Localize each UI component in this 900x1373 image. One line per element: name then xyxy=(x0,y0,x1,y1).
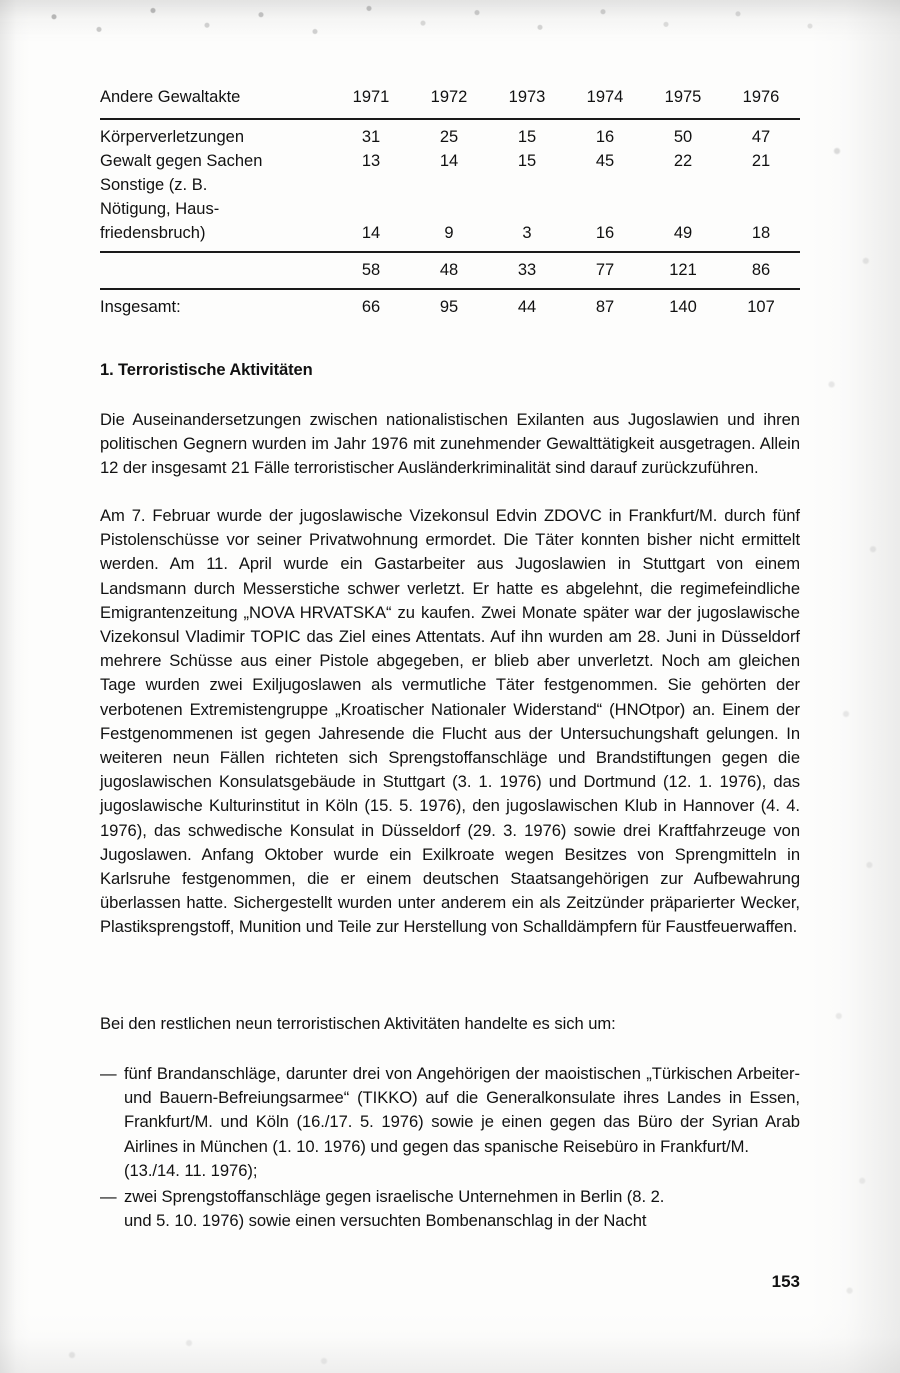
table-subtotal-row xyxy=(100,258,800,282)
row-value: 31 xyxy=(361,128,381,146)
table-rule-row xyxy=(100,245,800,258)
total-label: Insgesamt: xyxy=(100,298,181,316)
table-rule-above-subtotal xyxy=(100,251,800,253)
table-rule-row xyxy=(100,112,800,125)
total-value: 66 xyxy=(361,298,381,316)
subtotal-value: 33 xyxy=(517,261,537,279)
row-label-sonstige-line2: Nötigung, Haus- xyxy=(100,200,220,218)
table-header-row xyxy=(100,85,800,112)
activities-list xyxy=(100,1062,800,1235)
subtotal-value: 121 xyxy=(669,261,697,279)
row-label-koerperverletzungen: Körperverletzungen xyxy=(100,128,245,146)
violence-statistics-table xyxy=(100,85,800,319)
row-value: 13 xyxy=(361,152,381,170)
scan-artifact-right-edge xyxy=(810,0,900,1373)
table-row xyxy=(100,125,800,149)
table-row xyxy=(100,149,800,173)
row-value: 16 xyxy=(595,224,615,242)
em-dash-bullet: — xyxy=(100,1064,117,1083)
table-row xyxy=(100,197,800,221)
subtotal-value: 77 xyxy=(595,261,615,279)
row-value-empty xyxy=(644,197,722,221)
list-item xyxy=(100,1185,800,1233)
subtotal-value: 58 xyxy=(361,261,381,279)
table-row xyxy=(100,221,800,245)
table-header-year-1976: 1976 xyxy=(742,88,780,106)
row-value-empty xyxy=(410,197,488,221)
list-item-text-tail: und 5. 10. 1976) sowie einen versuchten Bombenanschlag in der Nacht xyxy=(124,1211,647,1231)
table-header-year-1974: 1974 xyxy=(586,88,624,106)
table-rule-above-total xyxy=(100,288,800,290)
table-header-year-1971: 1971 xyxy=(352,88,390,106)
row-value: 14 xyxy=(361,224,381,242)
paragraph-remaining-activities-lead-in: Bei den restlichen neun terroristischen Aktivitäten handelte es sich um: xyxy=(100,1014,616,1033)
list-item xyxy=(100,1062,800,1183)
subtotal-value: 86 xyxy=(751,261,771,279)
paragraph-incidents: Am 7. Februar wurde der jugoslawische Vizekonsul Edvin ZDOVC in Frankfurt/M. durch fünf Pistolenschüsse vor seiner Privatwohnung ermordet. Die Täter konnten bisher nicht ermittelt werden. Am 11. April wurde ein Gastarbeiter aus Jugoslawien in Stuttgart von einem Landsmann durch Messerstiche schwer verletzt. Er hatte es abgelehnt, die regimefeindliche Emigrantenzeitung „NOVA HRVATSKA“ zu kaufen. Zwei Monate später war der jugoslawische Vizekonsul Vladimir TOPIC das Ziel eines Attentats. Auf ihn wurden am 28. Juni in Düsseldorf mehrere Schüsse aus einer Pistole abgegeben, er blieb aber unverletzt. Noch am gleichen Tage wurden zwei Exiljugoslawen als vermutliche Täter festgenommen. Sie gehörten der verbotenen Extremistengruppe „Kroatischer Nationaler Widerstand“ (HNOtpor) an. Einem der Festgenommenen ist gegen Jahresende die Flucht aus der Untersuchungshaft gelungen. In weiteren neun Fällen richteten sich Sprengstoffanschläge und Brandstiftungen gegen die jugoslawischen Konsulatsgebäude in Stuttgart (3. 1. 1976) und Dortmund (12. 1. 1976), das jugoslawische Kulturinstitut in Köln (15. 5. 1976), den jugoslawischen Klub in Hannover (4. 4. 1976), das schwedische Konsulat in Düsseldorf (29. 3. 1976) sowie drei Kraftfahrzeuge von Jugoslawen. Anfang Oktober wurde ein Exilkroate wegen Besitzes von Sprengmitteln in Karlsruhe festgenommen, die er einem deutschen Staatsangehörigen zur Aufbewahrung überlassen hatte. Sichergestellt wurden unter anderem ein als Zeitzünder präparierter Wecker, Plastiksprengstoff, Munition und Teile zur Herstellung von Schalldämpfern für Faustfeuerwaffen. xyxy=(100,506,800,937)
table-header-year-1975: 1975 xyxy=(664,88,702,106)
row-value: 16 xyxy=(595,128,615,146)
row-value: 21 xyxy=(751,152,771,170)
table-header-year-1973: 1973 xyxy=(508,88,546,106)
row-value: 45 xyxy=(595,152,615,170)
table-rule-under-header xyxy=(100,118,800,120)
page-number: 153 xyxy=(771,1272,800,1291)
row-value-empty xyxy=(410,173,488,197)
scan-artifact-top-edge xyxy=(0,0,900,42)
row-value-empty xyxy=(332,197,410,221)
table-header-label: Andere Gewaltakte xyxy=(100,88,241,106)
list-item-text-tail: (13./14. 11. 1976); xyxy=(124,1160,258,1180)
row-value-empty xyxy=(722,173,800,197)
row-value: 15 xyxy=(517,128,537,146)
row-value-empty xyxy=(488,173,566,197)
total-value: 107 xyxy=(747,298,775,316)
row-value-empty xyxy=(566,173,644,197)
total-value: 44 xyxy=(517,298,537,316)
row-value-empty xyxy=(644,173,722,197)
row-label-gewalt-gegen-sachen: Gewalt gegen Sachen xyxy=(100,152,263,170)
scan-artifact-left-edge xyxy=(0,0,30,1373)
row-value: 22 xyxy=(673,152,693,170)
scan-artifact-bottom-edge xyxy=(0,1313,900,1373)
table-total-row xyxy=(100,295,800,319)
row-value-empty xyxy=(722,197,800,221)
total-value: 140 xyxy=(669,298,697,316)
row-value: 25 xyxy=(439,128,459,146)
row-value: 18 xyxy=(751,224,771,242)
total-value: 87 xyxy=(595,298,615,316)
table-row xyxy=(100,173,800,197)
section-heading-terroristische-aktivitaeten: 1. Terroristische Aktivitäten xyxy=(100,361,313,379)
table-header-year-1972: 1972 xyxy=(430,88,468,106)
subtotal-value: 48 xyxy=(439,261,459,279)
row-value-empty xyxy=(566,197,644,221)
row-value: 15 xyxy=(517,152,537,170)
row-value: 14 xyxy=(439,152,459,170)
paragraph-intro: Die Auseinandersetzungen zwischen nationalistischen Exilanten aus Jugoslawien und ihren politischen Gegnern wurden im Jahr 1976 mit zunehmender Gewalttätigkeit ausgetragen. Allein 12 der insgesamt 21 Fälle terroristischer Ausländerkriminalität sind darauf zurückzuführen. xyxy=(100,410,800,478)
row-value: 9 xyxy=(444,224,454,242)
row-value-empty xyxy=(332,173,410,197)
list-item-text: fünf Brandanschläge, darunter drei von Angehörigen der maoistischen „Türkischen Arbeiter- und Bauern-Befreiungsarmee“ (TIKKO) auf die Generalkonsulate ihres Landes in Essen, Frankfurt/M. und Köln (16./17. 5. 1976) sowie je einen gegen das Büro der Syrian Arab Airlines in München (1. 10. 1976) und gegen das spanische Reisebüro in Frankfurt/M. xyxy=(124,1064,800,1156)
row-value-empty xyxy=(488,197,566,221)
total-value: 95 xyxy=(439,298,459,316)
row-value: 49 xyxy=(673,224,693,242)
table-rule-row xyxy=(100,282,800,295)
row-label-sonstige-line3: friedensbruch) xyxy=(100,224,206,242)
em-dash-bullet: — xyxy=(100,1187,117,1207)
row-value: 50 xyxy=(673,128,693,146)
row-value: 3 xyxy=(522,224,532,242)
subtotal-label xyxy=(100,258,332,282)
row-label-sonstige-line1: Sonstige (z. B. xyxy=(100,176,208,194)
list-item-text: zwei Sprengstoffanschläge gegen israelische Unternehmen in Berlin (8. 2. xyxy=(124,1187,665,1207)
row-value: 47 xyxy=(751,128,771,146)
